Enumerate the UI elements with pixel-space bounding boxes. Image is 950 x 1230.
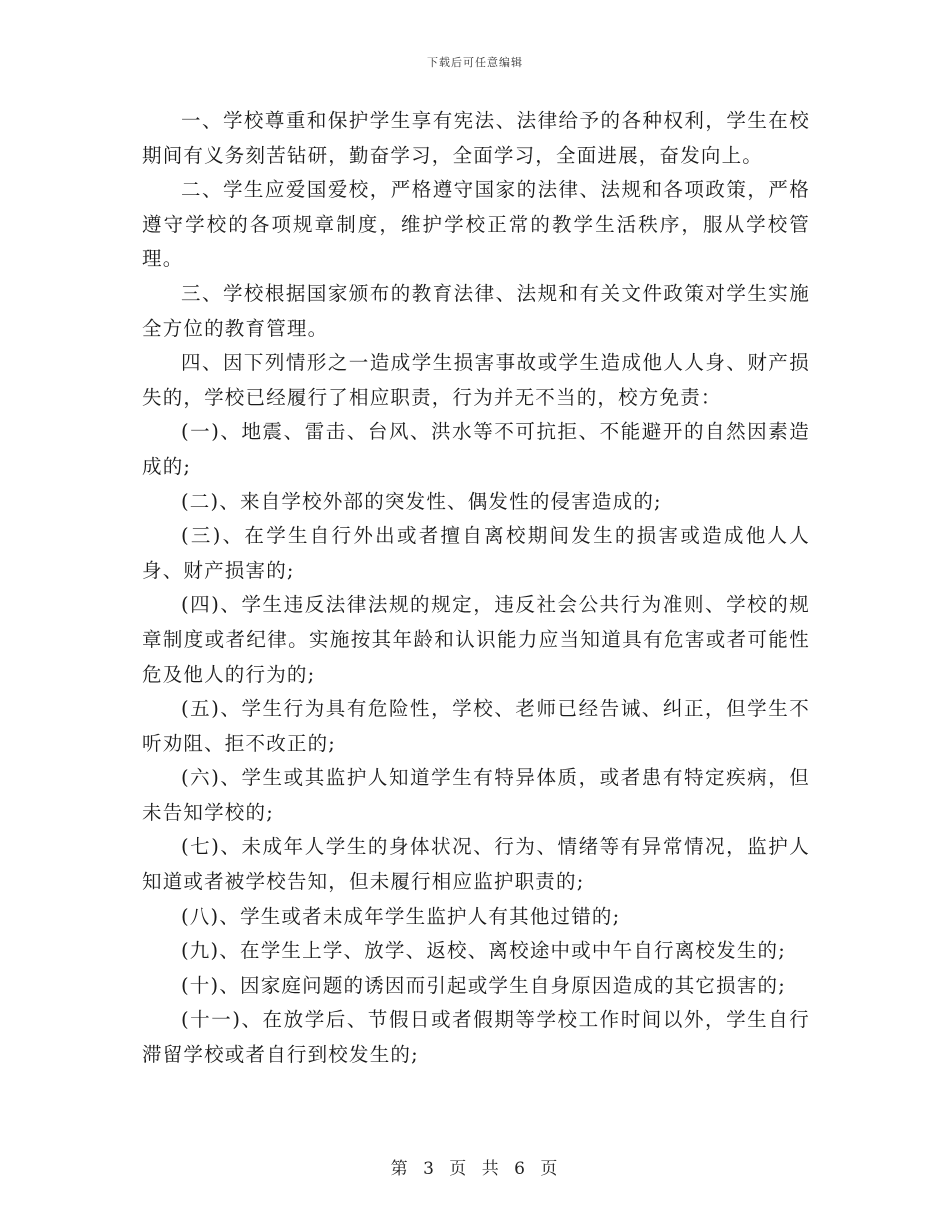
- list-item-2: (二)、来自学校外部的突发性、偶发性的侵害造成的;: [181, 489, 662, 513]
- list-item-4: (四)、学生违反法律法规的规定，违反社会公共行为准则、学校的规章制度或者纪律。实施按其年龄和认识能力应当知道具有危害或者可能性危及他人的行为的;: [142, 593, 810, 686]
- page-header: 下载后可任意编辑: [427, 56, 523, 69]
- document-body: [142, 104, 810, 1073]
- paragraph-3: 三、学校根据国家颁布的教育法律、法规和有关文件政策对学生实施全方位的教育管理。: [142, 281, 810, 340]
- paragraph-4: 四、因下列情形之一造成学生损害事故或学生造成他人人身、财产损失的，学校已经履行了相应职责，行为并无不当的，校方免责：: [142, 351, 810, 409]
- list-item-10: (十)、因家庭问题的诱因而引起或学生自身原因造成的其它损害的;: [181, 973, 786, 997]
- page-number-footer: 第 3 页 共 6 页: [390, 1159, 560, 1179]
- list-item-7: (七)、未成年人学生的身体状况、行为、情绪等有异常情况，监护人知道或者被学校告知，但未履行相应监护职责的;: [142, 835, 810, 894]
- paragraph-2: 二、学生应爱国爱校，严格遵守国家的法律、法规和各项政策，严格遵守学校的各项规章制度，维护学校正常的教学生活秩序，服从学校管理。: [142, 178, 810, 271]
- list-item-1: (一)、地震、雷击、台风、洪水等不可抗拒、不能避开的自然因素造成的;: [142, 420, 810, 478]
- paragraph-1: 一、学校尊重和保护学生享有宪法、法律给予的各种权利，学生在校期间有义务刻苦钻研，勤奋学习，全面学习，全面进展，奋发向上。: [142, 109, 810, 167]
- list-item-3: (三)、在学生自行外出或者擅自离校期间发生的损害或造成他人人身、财产损害的;: [142, 524, 810, 582]
- list-item-6: (六)、学生或其监护人知道学生有特异体质，或者患有特定疾病，但未告知学校的;: [142, 766, 810, 824]
- list-item-8: (八)、学生或者未成年学生监护人有其他过错的;: [181, 904, 621, 928]
- list-item-5: (五)、学生行为具有危险性，学校、老师已经告诫、纠正，但学生不听劝阻、拒不改正的;: [142, 697, 810, 755]
- list-item-9: (九)、在学生上学、放学、返校、离校途中或中午自行离校发生的;: [181, 939, 786, 963]
- list-item-11: (十一)、在放学后、节假日或者假期等学校工作时间以外，学生自行滞留学校或者自行到校发生的;: [142, 1008, 810, 1067]
